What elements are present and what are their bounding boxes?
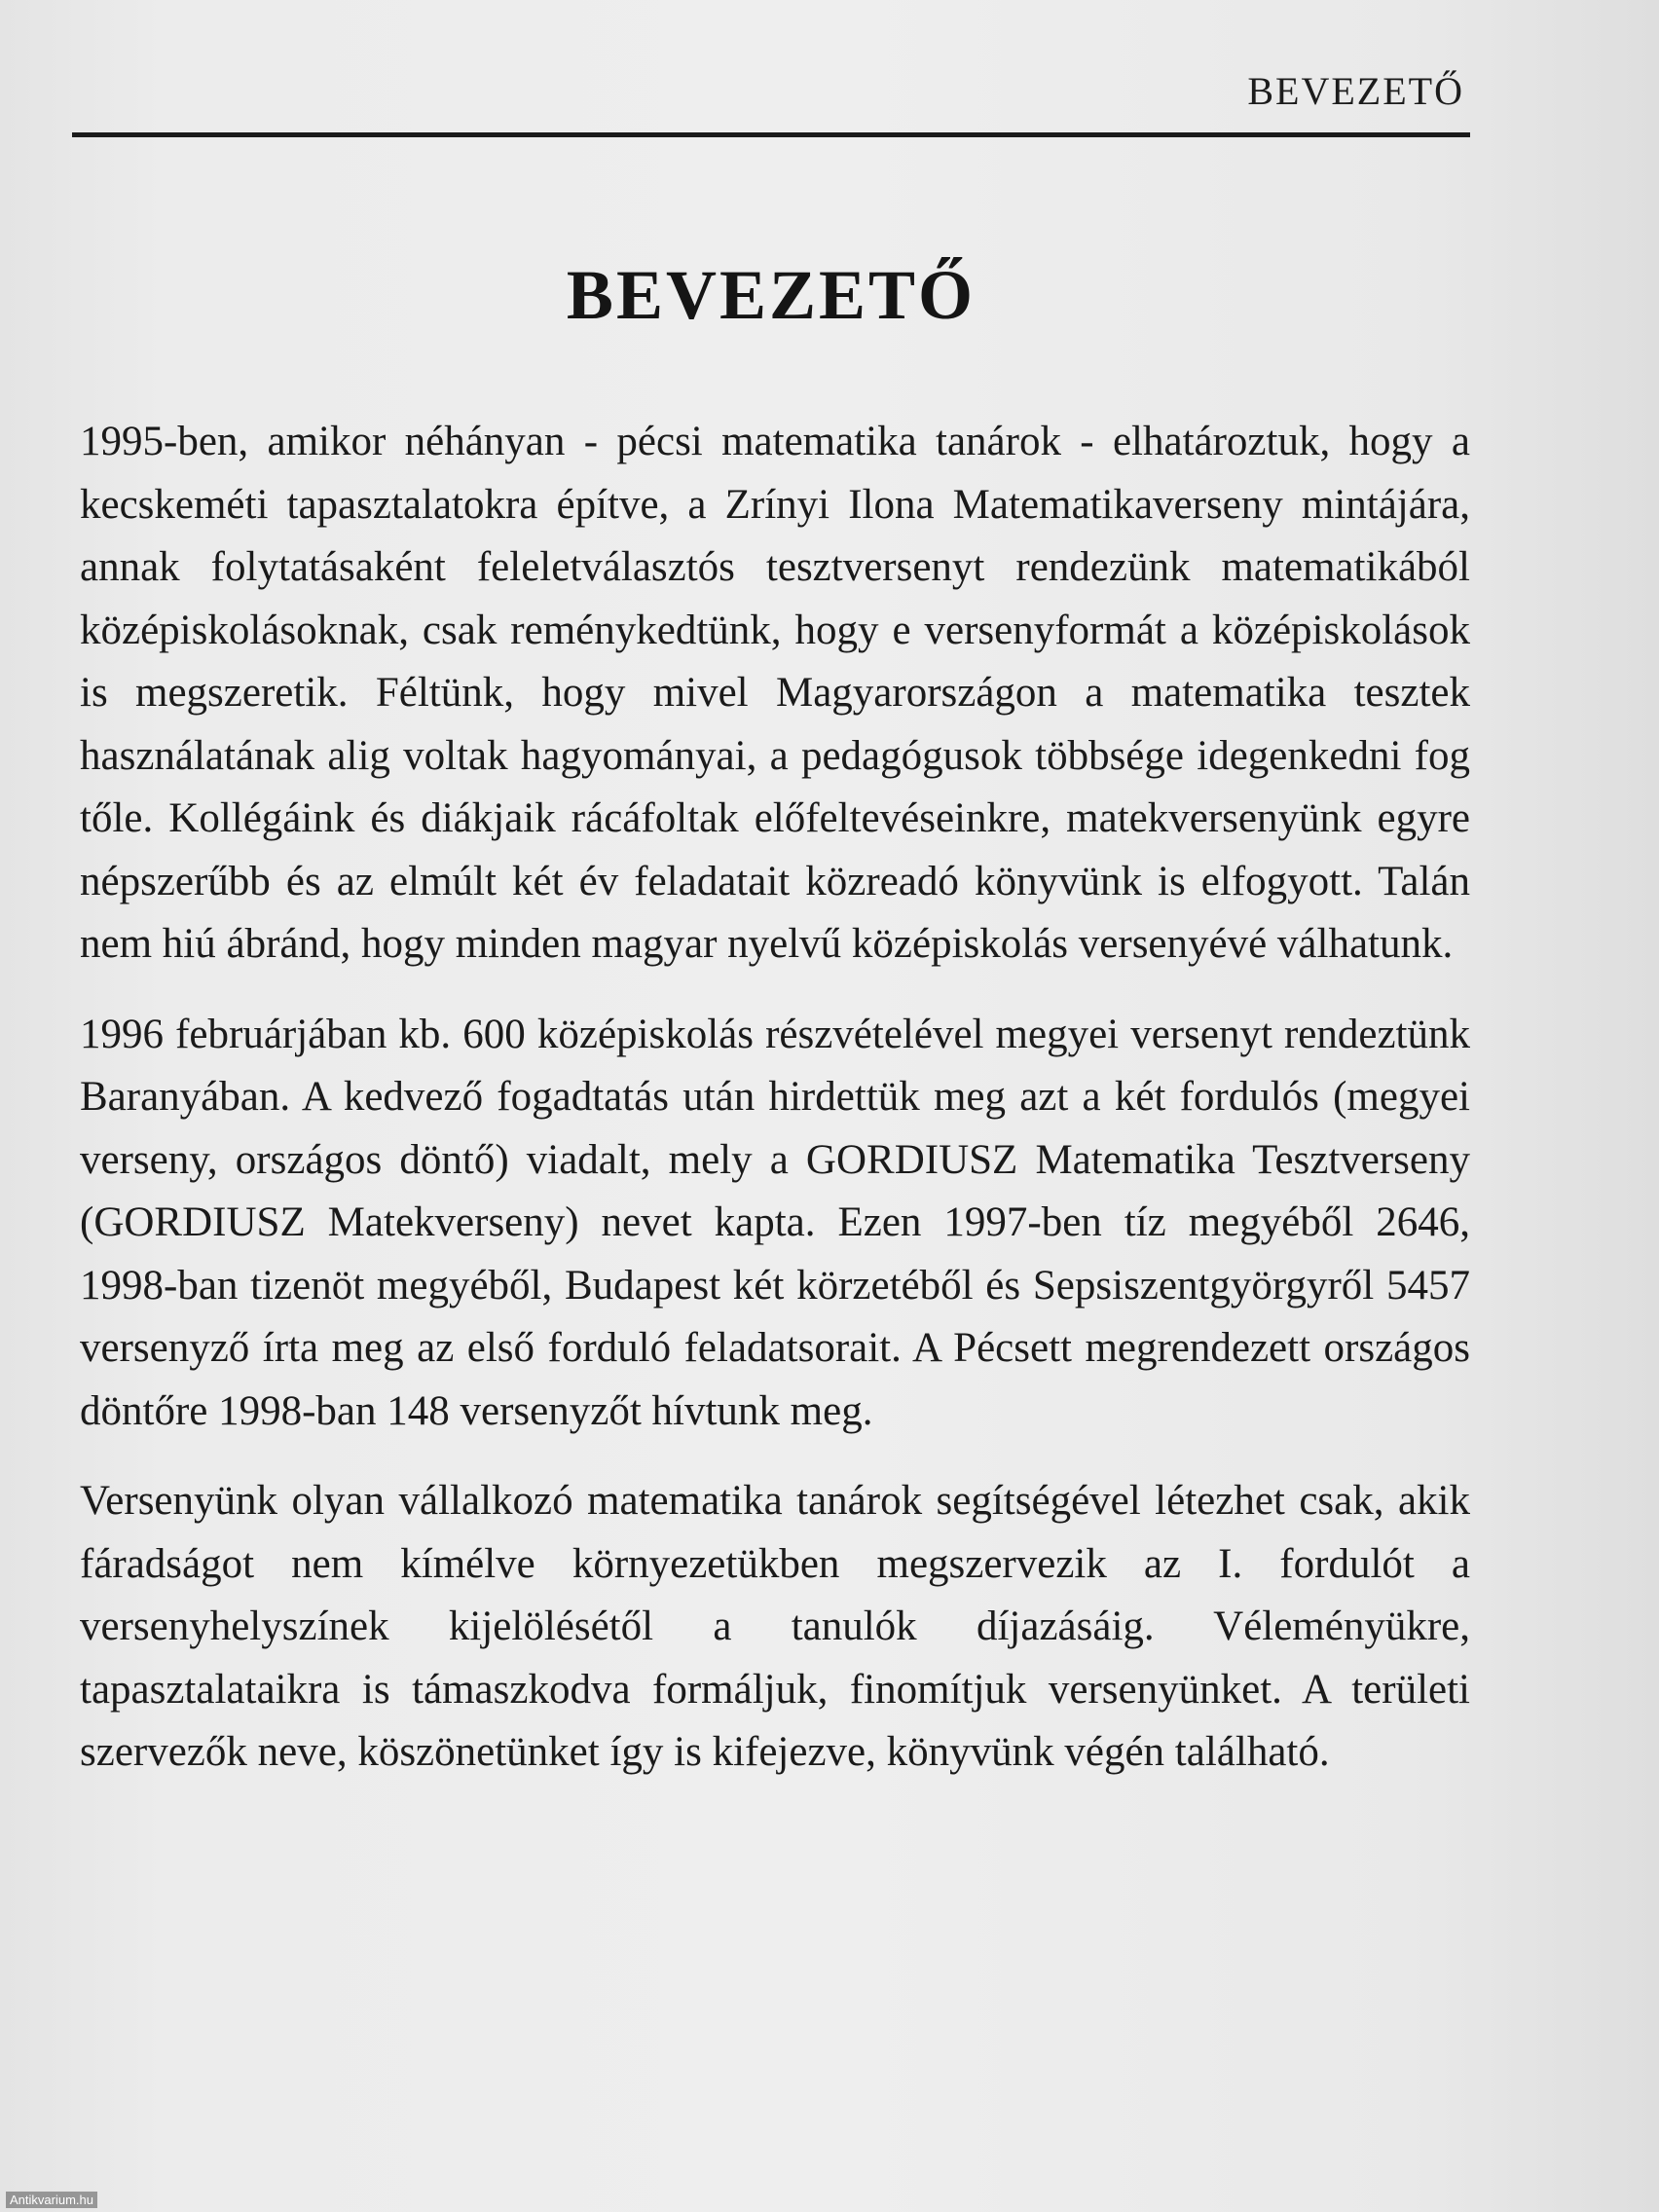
watermark: Antikvarium.hu — [6, 2192, 97, 2208]
paragraph-1: 1995-ben, amikor néhányan - pécsi matematika tanárok - elhatároztuk, hogy a kecskeméti tapasztalatokra építve, a Zrínyi Ilona Matematikaverseny mintájára, annak folytatásaként feleletválasztós tesztversenyt rendezünk matematikából középiskolásoknak, csak reménykedtünk, hogy e versenyformát a középiskolások is megszeretik. Féltünk, hogy mivel Magyarországon a matematika tesztek használatának alig voltak hagyományai, a pedagógusok többsége idegenkedni fog tőle. Kollégáink és diákjaik rácáfoltak előfeltevéseinkre, matekversenyünk egyre népszerűbb és az elmúlt két év feladatait közreadó könyvünk is elfogyott. Talán nem hiú ábránd, hogy minden magyar nyelvű középiskolás versenyévé válhatunk. — [80, 419, 1470, 967]
chapter-title: BEVEZETŐ — [566, 256, 977, 334]
paragraph-2: 1996 februárjában kb. 600 középiskolás részvételével megyei versenyt rendeztünk Baranyában. A kedvező fogadtatás után hirdettük meg azt a két fordulós (megyei verseny, országos döntő) viadalt, mely a GORDIUSZ Matematika Tesztverseny (GORDIUSZ Matekverseny) nevet kapta. Ezen 1997-ben tíz megyéből 2646, 1998-ban tizenöt megyéből, Budapest két körzetéből és Sepsiszentgyörgyről 5457 versenyző írta meg az első forduló feladatsorait. A Pécsett megrendezett országos döntőre 1998-ban 148 versenyzőt hívtunk meg. — [80, 1011, 1470, 1434]
header-rule — [72, 132, 1470, 137]
body-text — [80, 411, 1470, 1812]
running-header: BEVEZETŐ — [1247, 69, 1464, 113]
paragraph-3: Versenyünk olyan vállalkozó matematika tanárok segítségével létezhet csak, akik fáradságot nem kímélve környezetükben megszervezik az I. fordulót a versenyhelyszínek kijelölésétől a tanulók díjazásáig. Véleményükre, tapasztalataikra is támaszkodva formáljuk, finomítjuk versenyünket. A területi szervezők neve, köszönetünket így is kifejezve, könyvünk végén található. — [80, 1478, 1470, 1775]
